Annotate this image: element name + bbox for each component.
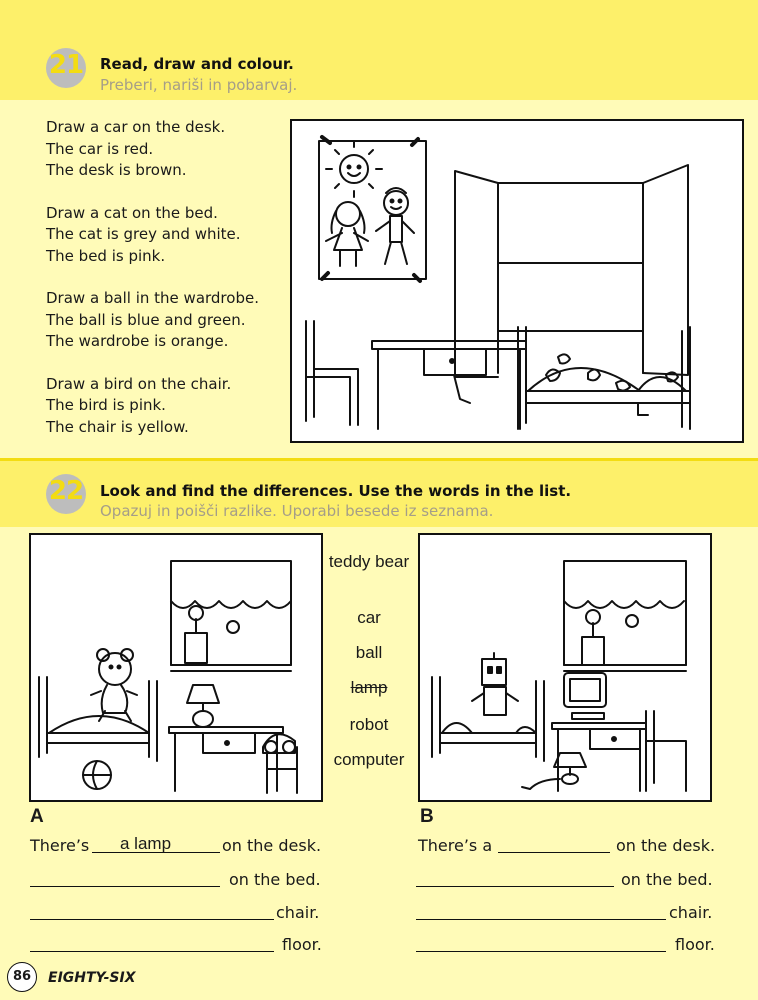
- a-line4-suffix: floor.: [282, 935, 322, 954]
- a-line1-suffix: on the desk.: [222, 836, 322, 855]
- b-line1-blank[interactable]: [498, 852, 610, 853]
- instruction-line: Draw a bird on the chair.: [46, 374, 232, 393]
- instruction-line: Draw a cat on the bed.: [46, 203, 218, 222]
- window-illustration: [564, 561, 686, 671]
- word-ball: ball: [355, 643, 383, 662]
- word-robot: robot: [349, 715, 389, 734]
- instruction-line: The cat is grey and white.: [46, 225, 241, 243]
- desk-illustration: [169, 727, 283, 791]
- a-line1-prefix: There’s: [30, 836, 90, 855]
- page-number-words: EIGHTY-SIX: [48, 970, 136, 986]
- lamp-illustration: [187, 685, 219, 727]
- instruction-line: The ball is blue and green.: [46, 310, 246, 329]
- bed-illustration: [518, 327, 690, 429]
- ex22-number-badge: [46, 474, 86, 514]
- word-teddy-bear: teddy bear: [328, 552, 410, 571]
- picture-b: [418, 533, 712, 802]
- a-line1-answer: a lamp: [120, 834, 172, 853]
- b-line4-suffix: floor.: [675, 935, 715, 954]
- ex21-instructions: [46, 117, 259, 459]
- ex21-number: 21: [48, 50, 84, 80]
- instruction-paragraph: [46, 203, 259, 268]
- b-line2-blank[interactable]: [416, 886, 614, 887]
- instruction-line: The wardrobe is orange.: [46, 332, 229, 350]
- ex21-subtitle: Preberi, nariši in pobarvaj.: [100, 76, 298, 94]
- picture-a: [29, 533, 323, 802]
- poster-illustration: [319, 137, 426, 281]
- car-illustration: [263, 734, 297, 793]
- lamp-illustration: [522, 753, 586, 789]
- page-number: 86: [7, 962, 37, 992]
- instruction-paragraph: [46, 374, 259, 439]
- b-line4-blank[interactable]: [416, 951, 666, 952]
- a-line3-suffix: chair.: [276, 903, 320, 922]
- b-line1-suffix: on the desk.: [616, 836, 716, 855]
- b-line3-suffix: chair.: [669, 903, 713, 922]
- computer-illustration: [564, 673, 606, 719]
- bed-illustration: [432, 677, 544, 761]
- robot-illustration: [472, 653, 518, 715]
- instruction-line: The car is red.: [46, 139, 154, 158]
- b-line3-blank[interactable]: [416, 919, 666, 920]
- word-computer: computer: [333, 750, 405, 769]
- desk-and-chair-illustration: [306, 321, 526, 429]
- a-line3-blank[interactable]: [30, 919, 274, 920]
- instruction-line: The chair is yellow.: [46, 417, 189, 436]
- instruction-paragraph: [46, 288, 259, 353]
- ball-illustration: [83, 761, 111, 789]
- ex21-title: Read, draw and colour.: [100, 55, 294, 73]
- b-line1-prefix: There’s a: [418, 836, 493, 855]
- a-line2-suffix: on the bed.: [229, 870, 321, 889]
- word-car: car: [357, 608, 381, 627]
- instruction-paragraph: [46, 117, 259, 182]
- word-lamp: lamp: [350, 678, 388, 697]
- ex21-number-badge: [46, 48, 86, 88]
- instruction-line: Draw a ball in the wardrobe.: [46, 289, 259, 307]
- label-a: A: [30, 806, 44, 827]
- instruction-line: The bed is pink.: [46, 246, 166, 265]
- instruction-line: The desk is brown.: [46, 161, 187, 179]
- instruction-line: Draw a car on the desk.: [46, 118, 226, 136]
- ex22-subtitle: Opazuj in poišči razlike. Uporabi besede iz seznama.: [100, 502, 494, 520]
- a-line2-blank[interactable]: [30, 886, 220, 887]
- desk-illustration: [552, 711, 686, 791]
- bedroom-drawing-area[interactable]: [290, 119, 744, 443]
- instruction-line: The bird is pink.: [46, 396, 166, 414]
- label-b: B: [420, 806, 434, 827]
- wardrobe-illustration: [455, 165, 688, 377]
- b-line2-suffix: on the bed.: [621, 870, 713, 889]
- window-illustration: [171, 561, 291, 671]
- teddy-bear-illustration: [91, 649, 137, 721]
- bed-illustration: [39, 677, 157, 761]
- ex22-number: 22: [48, 476, 84, 506]
- ex22-title: Look and find the differences. Use the words in the list.: [100, 482, 572, 500]
- a-line4-blank[interactable]: [30, 951, 274, 952]
